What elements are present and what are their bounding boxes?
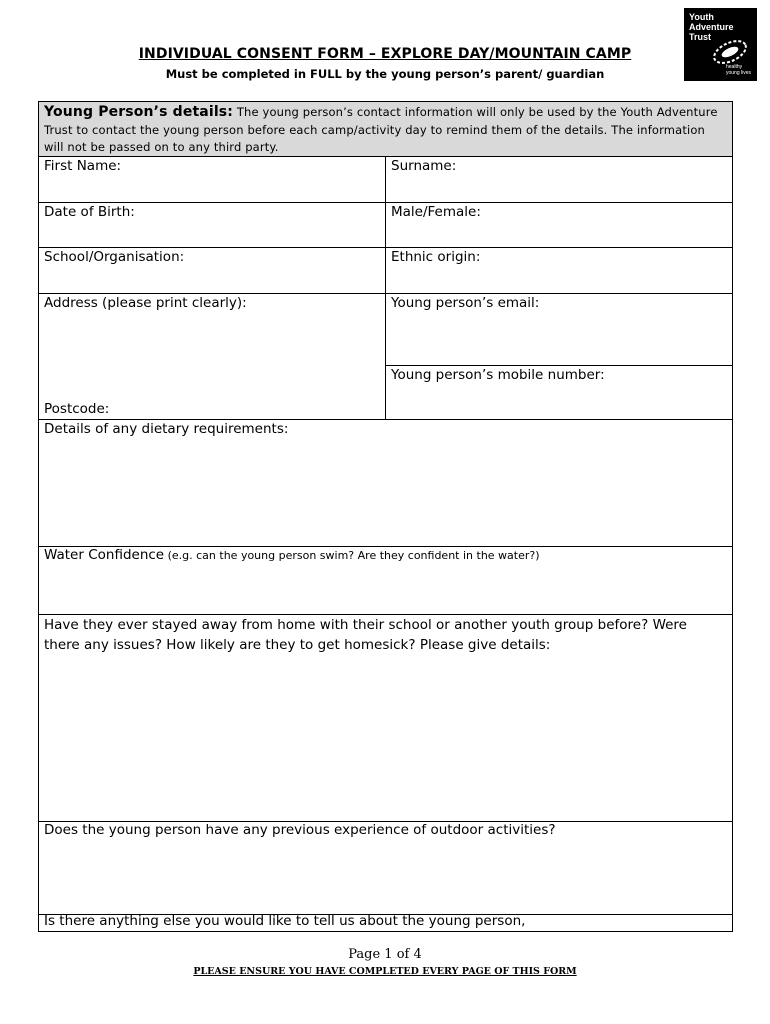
homesick-details-label: Have they ever stayed away from home with their school or another youth group before? Were there any issues? How likely are they to get homesick? Please give details: (44, 617, 687, 653)
footer-note: PLEASE ENSURE YOU HAVE COMPLETED EVERY PAGE OF THIS FORM (193, 966, 577, 977)
address-field[interactable] (38, 293, 386, 420)
form-subtitle: Must be completed in FULL by the young person’s parent/ guardian (165, 67, 605, 81)
postcode-label: Postcode: (44, 401, 110, 417)
dietary-requirements-label: Details of any dietary requirements: (44, 421, 289, 437)
outdoor-experience-label: Does the young person have any previous experience of outdoor activities? (44, 822, 556, 838)
school-organisation-field[interactable] (38, 247, 386, 294)
young-person-details-intro (38, 101, 733, 157)
section-intro-text: The young person’s contact information will only be used by the Youth Adventure Trust to contact the young person before each camp/activity day to remind them of the details. The information will not be passed on to any third party. (44, 105, 718, 154)
gender-field[interactable] (385, 202, 733, 248)
school-organisation-label: School/Organisation: (44, 249, 185, 265)
anything-else-field[interactable] (38, 914, 733, 932)
address-label: Address (please print clearly): (44, 295, 247, 311)
date-of-birth-label: Date of Birth: (44, 204, 135, 220)
first-name-field[interactable] (38, 156, 386, 203)
page-number: Page 1 of 4 (348, 947, 422, 962)
dietary-requirements-field[interactable] (38, 419, 733, 547)
water-confidence-label: Water Confidence (e.g. can the young person swim? Are they confident in the water?) (44, 547, 540, 563)
section-heading: Young Person’s details: (44, 104, 234, 120)
mobile-number-label: Young person’s mobile number: (391, 367, 605, 383)
logo-text: Youth Adventure Trust (689, 12, 734, 42)
ethnic-origin-field[interactable] (385, 247, 733, 294)
anything-else-label: Is there anything else you would like to tell us about the young person, (44, 913, 526, 929)
water-confidence-field[interactable] (38, 546, 733, 615)
email-label: Young person’s email: (391, 295, 540, 311)
surname-field[interactable] (385, 156, 733, 203)
ethnic-origin-label: Ethnic origin: (391, 249, 481, 265)
homesick-details-field[interactable] (38, 614, 733, 822)
logo-tagline: healthy young lives (726, 64, 752, 76)
gender-label: Male/Female: (391, 204, 481, 220)
outdoor-experience-field[interactable] (38, 821, 733, 915)
mobile-number-field[interactable] (385, 365, 733, 420)
form-title: INDIVIDUAL CONSENT FORM – EXPLORE DAY/MOUNTAIN CAMP (138, 46, 632, 62)
email-field[interactable] (385, 293, 733, 366)
date-of-birth-field[interactable] (38, 202, 386, 248)
surname-label: Surname: (391, 158, 457, 174)
first-name-label: First Name: (44, 158, 122, 174)
